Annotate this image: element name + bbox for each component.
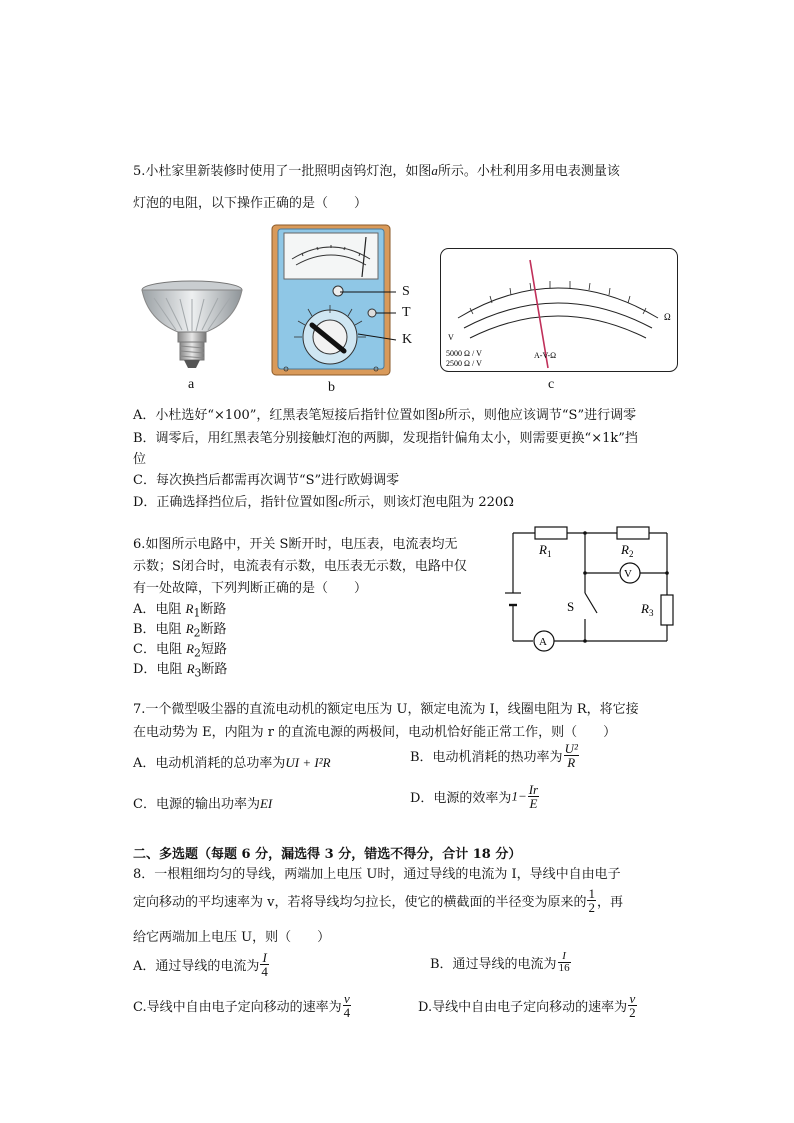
q8-option-b: B．通过导线的电流为 $\frac{I}{16}$ xyxy=(430,950,570,974)
q5-stem-line1: 5.小杜家里新装修时使用了一批照明卤钨灯泡，如图a所示。小杜利用多用电表测量该 xyxy=(133,163,620,179)
q6-option-d: D．电阻 $R_3$断路 xyxy=(133,661,228,680)
q8-stem-line3: 给它两端加上电压 U，则（ ） xyxy=(133,930,331,945)
figure-c-caption: c xyxy=(548,377,555,392)
q7-stem-line2: 在电动势为 E，内阻为 r 的直流电源的两极间，电动机恰好能正常工作，则（ ） xyxy=(133,725,617,740)
q7-option-a: A．电动机消耗的总功率为UI + I²R xyxy=(133,755,331,771)
figure-b-leader-lines xyxy=(340,288,400,348)
q7-option-d: D．电源的效率为1− $\frac{Ir}{E}$ xyxy=(410,782,539,811)
figure-c-meter-dial xyxy=(440,248,678,372)
q8-option-d: D.导线中自由电子定向移动的速率为 $\frac{v}{2}$ xyxy=(418,991,636,1020)
q5-option-c: C．每次换挡后都需再次调节“S”进行欧姆调零 xyxy=(133,473,400,488)
label-K: K xyxy=(402,332,413,347)
resistor-r2 xyxy=(617,527,649,539)
meter-c-sens1: 5000 Ω / V xyxy=(446,349,482,358)
q6-option-c: C．电阻 $R_2$短路 xyxy=(133,641,227,660)
figure-b-caption: b xyxy=(328,380,335,395)
q6-circuit-diagram xyxy=(505,523,675,653)
q5-option-a: A．小杜选好“×100”，红黑表笔短接后指针位置如图b所示，则他应该调节“S”进行调零 xyxy=(133,407,637,423)
meter-c-v: V xyxy=(448,333,454,342)
label-T: T xyxy=(402,305,411,320)
section2-title: 二、多选题（每题 6 分，漏选得 3 分，错选不得分，合计 18 分） xyxy=(133,847,522,862)
r1-label: $R_1$ xyxy=(539,542,552,559)
q6-option-b: B．电阻 $R_2$断路 xyxy=(133,621,227,640)
q6-option-a: A．电阻 $R_1$断路 xyxy=(133,601,227,620)
q6-stem-line2: 示数；S闭合时，电流表有示数，电压表无示数，电路中仅 xyxy=(133,559,467,574)
q5-option-b-line2: 位 xyxy=(133,452,147,467)
r3-label: $R_3$ xyxy=(641,601,654,618)
r2-label: $R_2$ xyxy=(621,542,634,559)
switch-label: S xyxy=(567,599,575,614)
q8-option-a: A．通过导线的电流为 $\frac{I}{4}$ xyxy=(133,950,268,979)
figure-a-caption: a xyxy=(188,377,195,392)
resistor-r1 xyxy=(535,527,567,539)
q6-stem-line1: 6.如图所示电路中，开关 S断开时，电压表，电流表均无 xyxy=(133,537,458,552)
voltmeter-label: V xyxy=(624,568,632,580)
ammeter-label: A xyxy=(539,636,547,648)
q7-stem-line1: 7.一个微型吸尘器的直流电动机的额定电压为 U，额定电流为 I，线圈电阻为 R，将它接 xyxy=(133,702,639,717)
resistor-r3 xyxy=(661,595,673,625)
q8-stem-line1: 8．一根粗细均匀的导线，两端加上电压 U时，通过导线的电流为 I，导线中自由电子 xyxy=(133,867,621,882)
q7-option-b: B．电动机消耗的热功率为 $\frac{\text{U²}}{R}$ xyxy=(410,741,578,770)
q8-stem-line2: 定向移动的平均速率为 v，若将导线均匀拉长，使它的横截面的半径变为原来的 $\frac{1}{2}$ ，再 xyxy=(133,886,623,915)
q5-option-d: D．正确选择挡位后，指针位置如图c所示，则该灯泡电阻为 220Ω xyxy=(133,494,514,510)
label-S: S xyxy=(402,284,410,299)
meter-c-avo: A-V-Ω xyxy=(534,351,557,360)
q7-option-c: C．电源的输出功率为EI xyxy=(133,796,273,812)
q5-option-b-line1: B．调零后，用红黑表笔分别接触灯泡的两脚，发现指针偏角太小，则需要更换“×1k”挡 xyxy=(133,431,638,446)
q8-option-c: C.导线中自由电子定向移动的速率为 $\frac{v}{4}$ xyxy=(133,991,351,1020)
meter-c-sens2: 2500 Ω / V xyxy=(446,359,482,368)
figure-a-halogen-bulb xyxy=(140,280,244,372)
meter-c-omega: Ω xyxy=(664,312,671,322)
q6-stem-line3: 有一处故障，下列判断正确的是（ ） xyxy=(133,581,368,596)
q5-stem-line2: 灯泡的电阻，以下操作正确的是（ ） xyxy=(133,196,368,211)
